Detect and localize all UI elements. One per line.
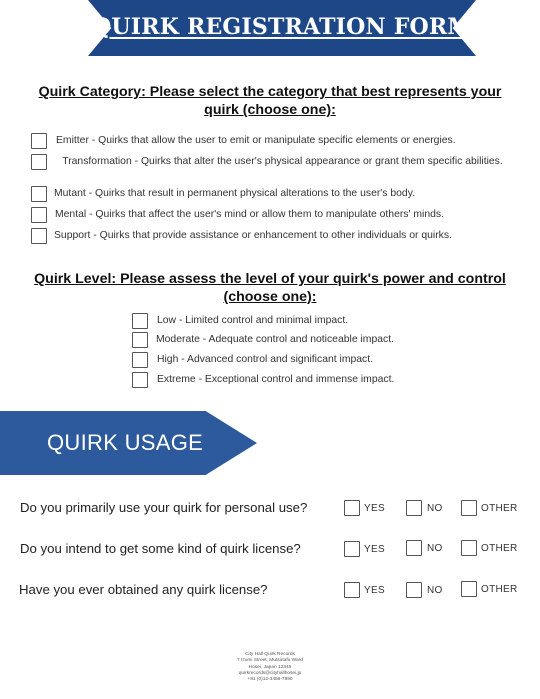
level-label-low: Low - Limited control and minimal impact. bbox=[157, 315, 349, 326]
level-checkbox-moderate[interactable] bbox=[132, 332, 148, 348]
category-option-mental[interactable] bbox=[31, 207, 515, 223]
category-option-mutant[interactable] bbox=[31, 186, 514, 202]
category-label-emitter: Emitter - Quirks that allow the user to emit or manipulate specific elements or energies. bbox=[56, 135, 456, 146]
q2-yes-option[interactable] bbox=[344, 541, 385, 557]
q1-other-checkbox[interactable] bbox=[461, 500, 477, 516]
level-label-moderate: Moderate - Adequate control and noticeable impact. bbox=[156, 334, 394, 345]
category-option-transformation[interactable] bbox=[31, 154, 510, 170]
q3-no-label: NO bbox=[427, 584, 443, 596]
footer-line: Hosei, Japan 12345 bbox=[248, 664, 292, 670]
q3-no-option[interactable] bbox=[406, 582, 443, 598]
category-option-emitter[interactable] bbox=[31, 133, 516, 149]
q1-other-label: OTHER bbox=[481, 502, 518, 514]
q3-yes-label: YES bbox=[364, 584, 385, 596]
category-label-transformation: Transformation - Quirks that alter the user's physical appearance or grant them specific abilities. bbox=[62, 156, 503, 167]
category-label-mutant: Mutant - Quirks that result in permanent physical alterations to the user's body. bbox=[54, 188, 416, 199]
footer-line: quirkrecords@cityhallhosei.jp bbox=[238, 670, 302, 676]
usage-title: QUIRK USAGE bbox=[47, 430, 204, 455]
level-checkbox-high[interactable] bbox=[132, 352, 148, 368]
category-option-support[interactable] bbox=[31, 228, 514, 244]
q3-other-label: OTHER bbox=[481, 583, 518, 595]
q3-other-option[interactable] bbox=[461, 581, 518, 597]
q3-no-checkbox[interactable] bbox=[406, 582, 422, 598]
q1-other-option[interactable] bbox=[461, 500, 518, 516]
level-option-extreme[interactable] bbox=[132, 372, 457, 388]
question-intend-license: Do you intend to get some kind of quirk license? bbox=[20, 541, 301, 556]
q1-no-checkbox[interactable] bbox=[406, 500, 422, 516]
level-checkbox-low[interactable] bbox=[132, 313, 148, 329]
category-checkbox-mutant[interactable] bbox=[31, 186, 47, 202]
level-option-moderate[interactable] bbox=[132, 332, 456, 348]
category-label-mental: Mental - Quirks that affect the user's mind or allow them to manipulate others' minds. bbox=[55, 209, 444, 220]
category-checkbox-mental[interactable] bbox=[31, 207, 47, 223]
question-obtained-license: Have you ever obtained any quirk license? bbox=[19, 582, 268, 597]
level-label-extreme: Extreme - Exceptional control and immense impact. bbox=[157, 374, 395, 385]
q2-other-checkbox[interactable] bbox=[461, 540, 477, 556]
q3-other-checkbox[interactable] bbox=[461, 581, 477, 597]
q1-yes-checkbox[interactable] bbox=[344, 500, 360, 516]
category-checkbox-support[interactable] bbox=[31, 228, 47, 244]
q1-yes-option[interactable] bbox=[344, 500, 385, 516]
q2-no-checkbox[interactable] bbox=[406, 540, 422, 556]
q2-yes-label: YES bbox=[364, 543, 385, 555]
category-checkbox-transformation[interactable] bbox=[31, 154, 47, 170]
form-title: QUIRK REGISTRATION FORM bbox=[92, 14, 472, 40]
q1-no-option[interactable] bbox=[406, 500, 443, 516]
level-heading: Quirk Level: Please assess the level of your quirk's power and control (choose one): bbox=[34, 271, 506, 305]
category-heading: Quirk Category: Please select the category that best represents your quirk (choose one): bbox=[38, 84, 502, 118]
footer-line: +81 (0)12-3456-7890 bbox=[247, 677, 293, 683]
category-label-support: Support - Quirks that provide assistance or enhancement to other individuals or quirks. bbox=[54, 230, 452, 241]
footer-line: 7 Izumi Street, Mutsutafu Ward bbox=[237, 658, 303, 664]
level-checkbox-extreme[interactable] bbox=[132, 372, 148, 388]
footer-contact bbox=[170, 652, 370, 683]
q2-no-label: NO bbox=[427, 542, 443, 554]
category-checkbox-emitter[interactable] bbox=[31, 133, 47, 149]
q1-yes-label: YES bbox=[364, 502, 385, 514]
level-option-low[interactable] bbox=[132, 313, 457, 329]
q2-yes-checkbox[interactable] bbox=[344, 541, 360, 557]
level-option-high[interactable] bbox=[132, 352, 457, 368]
footer-line: City Hall Quirk Records bbox=[245, 652, 295, 657]
q2-other-option[interactable] bbox=[461, 540, 518, 556]
q1-no-label: NO bbox=[427, 502, 443, 514]
q3-yes-option[interactable] bbox=[344, 582, 385, 598]
q3-yes-checkbox[interactable] bbox=[344, 582, 360, 598]
q2-no-option[interactable] bbox=[406, 540, 443, 556]
q2-other-label: OTHER bbox=[481, 542, 518, 554]
level-label-high: High - Advanced control and significant impact. bbox=[157, 354, 374, 365]
question-personal-use: Do you primarily use your quirk for personal use? bbox=[20, 500, 308, 515]
